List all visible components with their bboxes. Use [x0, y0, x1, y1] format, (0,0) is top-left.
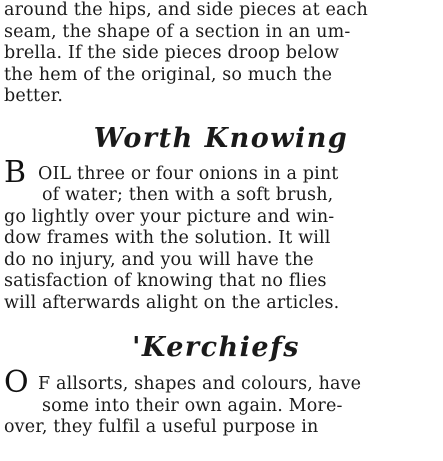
article-column: [4, 0, 438, 439]
drop-cap: B: [4, 154, 27, 190]
text-line: of water; then with a soft brush,: [42, 185, 334, 205]
text-line: satisfaction of knowing that no flies: [4, 271, 327, 291]
text-line: OIL three or four onions in a pint: [38, 163, 339, 184]
section-heading-kerchiefs: 'Kerchiefs: [132, 332, 300, 363]
continued-paragraph: [4, 0, 438, 108]
text-line: around the hips, and side pieces at each: [4, 0, 368, 20]
text-line: seam, the shape of a section in an um-: [4, 21, 351, 42]
text-line: do no injury, and you will have the: [4, 249, 314, 270]
kerchiefs-paragraph: [4, 365, 438, 439]
text-line: over, they fulfil a useful purpose in: [4, 417, 319, 437]
text-line: brella. If the side pieces droop below: [4, 43, 340, 63]
text-line: better.: [4, 86, 64, 106]
text-line: some into their own again. More-: [42, 395, 343, 416]
text-line: the hem of the original, so much the: [4, 64, 333, 85]
drop-cap: O: [4, 365, 29, 400]
worth-knowing-paragraph: [4, 154, 438, 315]
section-heading-worth-knowing: Worth Knowing: [93, 122, 349, 154]
text-line: F allsorts, shapes and colours, have: [38, 374, 362, 394]
text-line: will afterwards alight on the articles.: [4, 292, 340, 313]
text-line: go lightly over your picture and win-: [4, 206, 335, 227]
text-line: dow frames with the solution. It will: [4, 228, 331, 248]
